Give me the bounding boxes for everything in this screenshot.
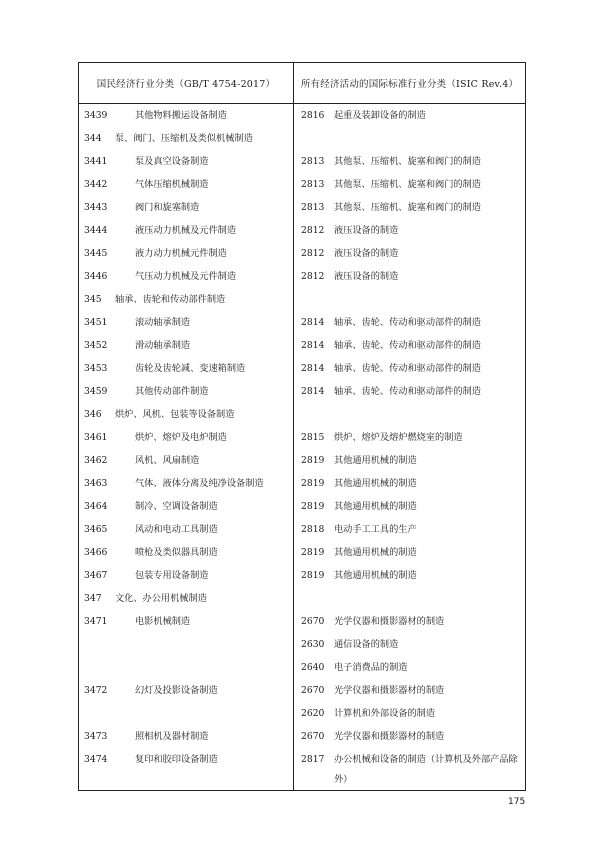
- gb-code: 3444: [84, 225, 108, 236]
- isic-name: [334, 127, 525, 150]
- table-row: [79, 495, 525, 518]
- isic-name: 轴承、齿轮、传动和驱动部件的制造: [334, 386, 481, 397]
- row-right-cell: [294, 541, 525, 564]
- isic-name: 其他通用机械的制造: [334, 478, 417, 489]
- gb-code: 3459: [84, 386, 108, 397]
- isic-name: 其他通用机械的制造: [334, 547, 417, 558]
- table-row: [79, 679, 525, 702]
- row-left-cell: [79, 127, 294, 150]
- isic-name: 其他泵、压缩机、旋塞和阀门的制造: [334, 179, 481, 190]
- row-left-cell: [79, 610, 294, 633]
- page-number: 175: [508, 797, 526, 807]
- gb-name: 气体、液体分离及纯净设备制造: [135, 478, 264, 489]
- isic-code: 2812: [301, 225, 325, 236]
- gb-name: [115, 656, 293, 679]
- row-right-cell: [294, 495, 525, 518]
- isic-code: 2814: [301, 340, 325, 351]
- isic-name: 液压设备的制造: [334, 248, 399, 259]
- gb-code: [79, 633, 115, 656]
- gb-code: 3451: [84, 317, 108, 328]
- row-left-cell: [79, 150, 294, 173]
- gb-name: [115, 702, 293, 725]
- gb-code: 3445: [84, 248, 108, 259]
- isic-code: 2812: [301, 271, 325, 282]
- gb-code: 3442: [84, 179, 108, 190]
- table-row: [79, 587, 525, 610]
- table-row: [79, 104, 525, 127]
- isic-name: 其他通用机械的制造: [334, 570, 417, 581]
- isic-code: [294, 288, 334, 311]
- table-row: [79, 380, 525, 403]
- gb-name: 文化、办公用机械制造: [115, 593, 207, 604]
- table-row: [79, 564, 525, 587]
- gb-code: 3463: [84, 478, 108, 489]
- row-left-cell: [79, 633, 294, 656]
- row-left-cell: [79, 288, 294, 311]
- gb-code: 3462: [84, 455, 108, 466]
- gb-code: 3467: [84, 570, 108, 581]
- isic-name: 光学仪器和摄影器材的制造: [334, 731, 445, 742]
- row-right-cell: [294, 127, 525, 150]
- table-row: [79, 656, 525, 679]
- row-right-cell: [294, 173, 525, 196]
- row-left-cell: [79, 449, 294, 472]
- isic-code: 2630: [301, 639, 325, 650]
- gb-name: 泵、阀门、压缩机及类似机械制造: [115, 133, 253, 144]
- row-left-cell: [79, 702, 294, 725]
- row-left-cell: [79, 472, 294, 495]
- row-right-cell: [294, 449, 525, 472]
- isic-name: [334, 587, 525, 610]
- table-row: [79, 265, 525, 288]
- isic-code: 2819: [301, 478, 325, 489]
- isic-name: 轴承、齿轮、传动和驱动部件的制造: [334, 363, 481, 374]
- table-row: [79, 242, 525, 265]
- row-right-cell: [294, 334, 525, 357]
- gb-name: 烘炉、风机、包装等设备制造: [115, 409, 235, 420]
- isic-code: 2670: [301, 731, 325, 742]
- isic-name: 电动手工工具的生产: [334, 524, 417, 535]
- row-right-cell: [294, 265, 525, 288]
- gb-name: 气体压缩机械制造: [135, 179, 209, 190]
- isic-code: 2814: [301, 317, 325, 328]
- gb-name: 阀门和旋塞制造: [135, 202, 200, 213]
- isic-name: 烘炉、熔炉及熔炉燃烧室的制造: [334, 432, 463, 443]
- table-row: [79, 357, 525, 380]
- gb-name: 齿轮及齿轮减、变速箱制造: [135, 363, 246, 374]
- gb-code: 347: [84, 593, 102, 604]
- gb-name: 复印和胶印设备制造: [135, 754, 218, 765]
- table-row: [79, 748, 525, 790]
- isic-code: 2819: [301, 570, 325, 581]
- header-right: 所有经济活动的国际标准行业分类（ISIC Rev.4）: [300, 79, 519, 90]
- row-right-cell: [294, 725, 525, 748]
- row-right-cell: [294, 311, 525, 334]
- row-left-cell: [79, 173, 294, 196]
- table-row: [79, 403, 525, 426]
- row-left-cell: [79, 311, 294, 334]
- row-right-cell: [294, 242, 525, 265]
- gb-code: 3471: [84, 616, 108, 627]
- row-left-cell: [79, 587, 294, 610]
- gb-name: 制冷、空调设备制造: [135, 501, 218, 512]
- row-left-cell: [79, 380, 294, 403]
- isic-code: 2817: [301, 754, 325, 765]
- gb-code: 3464: [84, 501, 108, 512]
- table-row: [79, 472, 525, 495]
- gb-name: 滑动轴承制造: [135, 340, 191, 351]
- isic-name: 起重及装卸设备的制造: [334, 110, 426, 121]
- gb-code: 3443: [84, 202, 108, 213]
- table-row: [79, 610, 525, 633]
- gb-name: 电影机械制造: [135, 616, 191, 627]
- row-right-cell: [294, 679, 525, 702]
- isic-name: 其他泵、压缩机、旋塞和阀门的制造: [334, 156, 481, 167]
- table-row: [79, 426, 525, 449]
- row-right-cell: [294, 403, 525, 426]
- table-row: [79, 449, 525, 472]
- gb-code: 3441: [84, 156, 108, 167]
- isic-code: 2816: [301, 110, 325, 121]
- isic-code: 2815: [301, 432, 325, 443]
- isic-name: 轴承、齿轮、传动和驱动部件的制造: [334, 340, 481, 351]
- gb-code: 3461: [84, 432, 108, 443]
- gb-code: 3452: [84, 340, 108, 351]
- isic-name: 液压设备的制造: [334, 271, 399, 282]
- gb-name: 滚动轴承制造: [135, 317, 191, 328]
- isic-name: 其他泵、压缩机、旋塞和阀门的制造: [334, 202, 481, 213]
- table-row: [79, 725, 525, 748]
- row-right-cell: [294, 564, 525, 587]
- table-row: [79, 150, 525, 173]
- gb-name: 烘炉、熔炉及电炉制造: [135, 432, 227, 443]
- gb-name: 气压动力机械及元件制造: [135, 271, 237, 282]
- gb-code: 346: [84, 409, 102, 420]
- isic-code: 2620: [301, 708, 325, 719]
- gb-name: 液压动力机械及元件制造: [135, 225, 237, 236]
- gb-name: 泵及真空设备制造: [135, 156, 209, 167]
- isic-name: [334, 288, 525, 311]
- isic-name: 计算机和外部设备的制造: [334, 708, 436, 719]
- row-right-cell: [294, 150, 525, 173]
- row-right-cell: [294, 656, 525, 679]
- table-row: [79, 702, 525, 725]
- row-left-cell: [79, 242, 294, 265]
- gb-code: 3473: [84, 731, 108, 742]
- row-left-cell: [79, 518, 294, 541]
- row-left-cell: [79, 265, 294, 288]
- isic-code: 2813: [301, 202, 325, 213]
- row-right-cell: [294, 357, 525, 380]
- gb-code: 3465: [84, 524, 108, 535]
- row-left-cell: [79, 104, 294, 127]
- gb-name: 照相机及器材制造: [135, 731, 209, 742]
- gb-code: 3472: [84, 685, 108, 696]
- isic-code: 2819: [301, 501, 325, 512]
- row-left-cell: [79, 656, 294, 679]
- row-right-cell: [294, 748, 525, 790]
- header-left: 国民经济行业分类（GB/T 4754-2017）: [79, 63, 294, 103]
- isic-code: 2818: [301, 524, 325, 535]
- isic-code: 2812: [301, 248, 325, 259]
- row-right-cell: [294, 426, 525, 449]
- row-right-cell: [294, 702, 525, 725]
- table-row: [79, 219, 525, 242]
- isic-name: [334, 403, 525, 426]
- row-left-cell: [79, 334, 294, 357]
- isic-code: [294, 403, 334, 426]
- table-row: [79, 196, 525, 219]
- isic-name: 光学仪器和摄影器材的制造: [334, 685, 445, 696]
- isic-code: 2813: [301, 179, 325, 190]
- table-row: [79, 173, 525, 196]
- gb-name: [115, 633, 293, 656]
- isic-name: 轴承、齿轮、传动和驱动部件的制造: [334, 317, 481, 328]
- row-right-cell: [294, 472, 525, 495]
- row-left-cell: [79, 748, 294, 790]
- gb-name: 轴承、齿轮和传动部件制造: [115, 294, 226, 305]
- gb-name: 液力动力机械元件制造: [135, 248, 227, 259]
- isic-code: [294, 127, 334, 150]
- row-right-cell: [294, 196, 525, 219]
- table-row: [79, 311, 525, 334]
- row-right-cell: [294, 518, 525, 541]
- isic-code: 2819: [301, 547, 325, 558]
- row-right-cell: [294, 104, 525, 127]
- row-right-cell: [294, 219, 525, 242]
- table-row: [79, 541, 525, 564]
- isic-name: 电子消费品的制造: [334, 662, 408, 673]
- row-left-cell: [79, 219, 294, 242]
- gb-name: 其他传动部件制造: [135, 386, 209, 397]
- isic-name: 通信设备的制造: [334, 639, 399, 650]
- gb-code: 3446: [84, 271, 108, 282]
- table-row: [79, 127, 525, 150]
- gb-name: 风动和电动工具制造: [135, 524, 218, 535]
- gb-code: 345: [84, 294, 102, 305]
- gb-code: 344: [84, 133, 102, 144]
- gb-code: 3439: [84, 110, 108, 121]
- row-left-cell: [79, 495, 294, 518]
- gb-code: [79, 702, 115, 725]
- isic-code: 2814: [301, 363, 325, 374]
- table-row: [79, 633, 525, 656]
- row-left-cell: [79, 679, 294, 702]
- row-right-cell: [294, 633, 525, 656]
- isic-name: 其他通用机械的制造: [334, 455, 417, 466]
- row-left-cell: [79, 541, 294, 564]
- row-right-cell: [294, 587, 525, 610]
- isic-name: 光学仪器和摄影器材的制造: [334, 616, 445, 627]
- isic-name: 其他通用机械的制造: [334, 501, 417, 512]
- table-row: [79, 334, 525, 357]
- row-left-cell: [79, 426, 294, 449]
- table-header: [79, 63, 525, 104]
- table-row: [79, 288, 525, 311]
- isic-code: 2819: [301, 455, 325, 466]
- row-left-cell: [79, 357, 294, 380]
- table-body: [79, 104, 525, 790]
- gb-name: 风机、风扇制造: [135, 455, 200, 466]
- isic-code: 2640: [301, 662, 325, 673]
- isic-name: 办公机械和设备的制造（计算机及外部产品除外）: [334, 754, 518, 785]
- table-row: [79, 518, 525, 541]
- gb-code: 3466: [84, 547, 108, 558]
- row-right-cell: [294, 380, 525, 403]
- row-left-cell: [79, 403, 294, 426]
- gb-code: 3453: [84, 363, 108, 374]
- gb-name: 喷枪及类似器具制造: [135, 547, 218, 558]
- isic-code: [294, 587, 334, 610]
- isic-name: 液压设备的制造: [334, 225, 399, 236]
- classification-table: [78, 62, 526, 791]
- gb-code: 3474: [84, 754, 108, 765]
- row-left-cell: [79, 725, 294, 748]
- isic-code: 2813: [301, 156, 325, 167]
- isic-code: 2814: [301, 386, 325, 397]
- row-right-cell: [294, 288, 525, 311]
- gb-name: 包装专用设备制造: [135, 570, 209, 581]
- row-left-cell: [79, 564, 294, 587]
- row-left-cell: [79, 196, 294, 219]
- isic-code: 2670: [301, 616, 325, 627]
- gb-name: 其他物料搬运设备制造: [135, 110, 227, 121]
- gb-name: 幻灯及投影设备制造: [135, 685, 218, 696]
- row-right-cell: [294, 610, 525, 633]
- gb-code: [79, 656, 115, 679]
- isic-code: 2670: [301, 685, 325, 696]
